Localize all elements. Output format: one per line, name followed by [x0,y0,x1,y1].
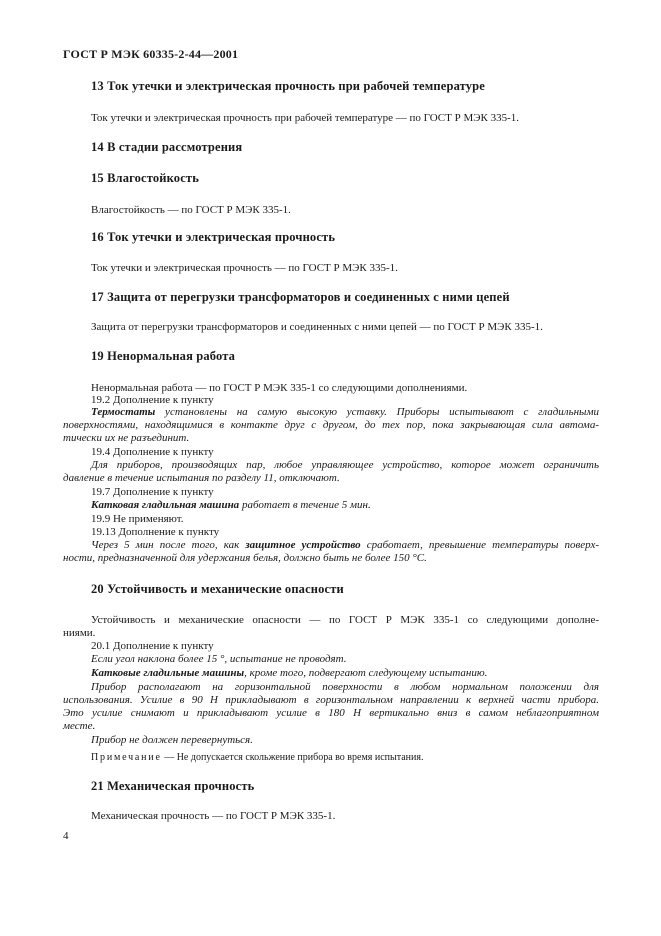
clause-20-1-para-2: Прибор не должен перевернуться. [91,734,253,746]
term-protective-device: защитное устройство [245,539,361,551]
clause-20-1-para-line-1: Прибор располагают на горизонтальной поверхности в любом нормальном положении для [91,681,599,693]
section-19-intro: Ненормальная работа — по ГОСТ Р МЭК 335-1 со следующими дополнениями. [91,382,468,394]
clause-20-1-para-line-2: использования. Усилие в 90 Н прикладывают в горизонтальном направлении к верхней части прибора. [63,694,599,706]
section-17-heading: 17 Защита от перегрузки трансформаторов и соединенных с ними цепей [91,290,510,304]
section-19-heading: 19 Ненормальная работа [91,349,236,363]
section-16-text: Ток утечки и электрическая прочность — по ГОСТ Р МЭК 335-1. [91,262,398,274]
section-16-heading: 16 Ток утечки и электрическая прочность [91,230,336,244]
section-14-heading: 14 В стадии рассмотрения [91,140,243,154]
clause-20-1-text: Если угол наклона более 15 °, испытание не проводят. [91,653,347,665]
section-20-heading: 20 Устойчивость и механические опасности [91,582,344,596]
clause-19-13-label: 19.13 Дополнение к пункту [91,526,220,538]
section-20-intro-line-1: Устойчивость и механические опасности — по ГОСТ Р МЭК 335-1 со следующими дополне- [91,614,599,626]
clause-19-2-line-1 [91,406,599,418]
note-text: — Не допускается скольжение прибора во время испытания. [161,752,424,763]
clause-19-9: 19.9 Не применяют. [91,513,184,525]
section-13-heading: 13 Ток утечки и электрическая прочность при рабочей температуре [91,79,485,93]
document-code-header: ГОСТ Р МЭК 60335-2-44—2001 [63,47,239,61]
section-20-intro-line-2: ниями. [63,627,96,639]
page-number: 4 [63,830,69,842]
clause-20-1-para-line-3: Это усилие снимают и прикладывают усилие в 180 Н вертикально вниз в самом неблагоприятном [63,707,599,719]
note-label: Примечание [91,752,162,763]
clause-19-7-text [91,499,371,511]
term-ironing-machines: Катковые гладильные машины [91,667,245,679]
clause-19-13-b: сработает, превышение температуры поверх- [360,539,600,551]
clause-19-7-label: 19.7 Дополнение к пункту [91,486,214,498]
term-ironing-machine: Катковая гладильная машина [91,499,240,511]
section-15-text: Влагостойкость — по ГОСТ Р МЭК 335-1. [91,204,291,216]
note [91,752,424,763]
clause-20-1-para-line-4: месте. [63,720,96,732]
clause-19-2-line-2: поверхностями, находящимися в контакте друг с другом, до тех пор, пока закрывающая сила автома- [63,419,599,431]
section-13-text: Ток утечки и электрическая прочность при рабочей температуре — по ГОСТ Р МЭК 335-1. [91,112,520,124]
clause-19-7-rest: работает в течение 5 мин. [239,499,371,511]
clause-19-4-line-2: давление в течение испытания по разделу 11, отключают. [63,472,340,484]
clause-19-2-line-3: тически их не разъединит. [63,432,190,444]
clause-20-1-term-line [91,667,487,679]
clause-19-13-a: Через 5 мин после того, как [91,539,246,551]
clause-20-1-label: 20.1 Дополнение к пункту [91,640,214,652]
clause-19-13-line-2: ности, предназначенной для удержания белья, должно быть не более 150 °С. [63,552,427,564]
section-15-heading: 15 Влагостойкость [91,171,199,185]
clause-20-1-term-rest: , кроме того, подвергают следующему испытанию. [244,667,488,679]
clause-19-13-line-1 [91,539,599,551]
term-thermostats: Термостаты [91,406,156,418]
section-21-text: Механическая прочность — по ГОСТ Р МЭК 335-1. [91,810,336,822]
section-21-heading: 21 Механическая прочность [91,779,255,793]
section-17-text: Защита от перегрузки трансформаторов и соединенных с ними цепей — по ГОСТ Р МЭК 335-1. [91,321,543,333]
clause-19-4-label: 19.4 Дополнение к пункту [91,446,214,458]
clause-19-4-line-1: Для приборов, производящих пар, любое управляющее устройство, которое может ограничить [91,459,599,471]
clause-19-2-line-1-text: установлены на самую высокую уставку. Приборы испытывают с гладильными [155,406,599,418]
clause-19-2-label: 19.2 Дополнение к пункту [91,394,214,406]
